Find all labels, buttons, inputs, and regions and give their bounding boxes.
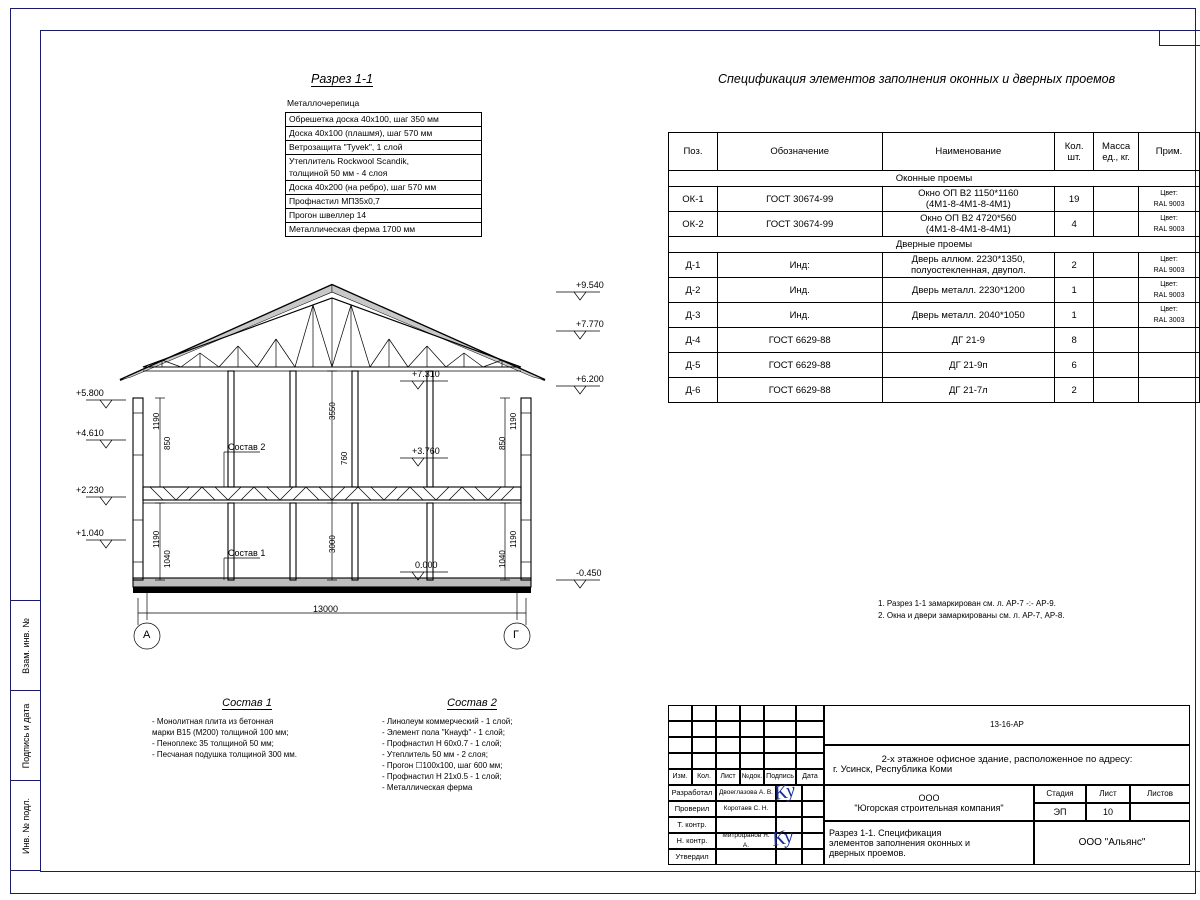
rev-grid-cell [740,705,764,721]
foundation-base [133,587,531,593]
cell-note-line2: RAL 9003 [1153,292,1185,299]
cell-qty: 1 [1055,303,1094,328]
cell-qty: 1 [1055,278,1094,303]
roof-layer-row: Прогон швеллер 14 [285,208,482,222]
cell-designation: ГОСТ 6629-88 [717,378,882,403]
note-line: 2. Окна и двери замаркированы см. л. АР-7, АР-8. [878,611,1065,620]
sostav2-line: - Профнастил Н 60х0.7 - 1 слой; [382,739,502,748]
roof-layer-row: Доска 40х200 (на ребро), шаг 570 мм [285,180,482,194]
org-line-2: "Югорская строительная компания" [854,803,1004,813]
cell-pos: Д-4 [669,328,718,353]
partition-2-c [352,371,358,487]
dim-right-1190: 1190 [509,412,518,430]
rev-grid-cell [740,753,764,769]
object-line-2: г. Усинск, Республика Коми [833,764,953,775]
col-head-list: Лист [716,769,740,785]
cell-designation: ГОСТ 6629-88 [717,353,882,378]
roof-layers-caption: Металлочерепица [287,98,360,108]
object-description [824,745,1190,785]
partition-1-b [290,503,296,580]
cell-qty: 2 [1055,378,1094,403]
cell-qty: 2 [1055,253,1094,278]
cell-designation: Инд. [717,303,882,328]
th-qty-line2: шт. [1067,151,1081,163]
th-designation: Обозначение [717,133,882,171]
rev-grid-cell [716,705,740,721]
cell-pos: Д-2 [669,278,718,303]
left-cell-label: Взам. инв. № [20,617,31,674]
th-mass-line1: Масса [1102,140,1131,152]
col-head-kol: Кол. [692,769,716,785]
dim-left-1190: 1190 [152,412,161,430]
object-line-1: 2-х этажное офисное здание, расположенное по адресу: [881,754,1133,765]
lists-label: Листов [1130,785,1190,803]
role-date-5 [802,849,824,865]
leader-label-sostav2: Состав 2 [228,442,266,452]
partition-1-c [352,503,358,580]
th-mass-line2: ед., кг. [1102,151,1130,163]
rev-grid-cell [668,753,692,769]
cell-pos: ОК-2 [669,212,718,237]
list-label: Лист [1086,785,1130,803]
dim-right-1190b: 1190 [509,530,518,548]
section-title-doors: Дверные проемы [669,237,1200,253]
cell-note-line2: RAL 9003 [1153,226,1185,233]
org-line-1: ООО [918,793,940,803]
rev-grid-cell [716,737,740,753]
sostav1-line: - Монолитная плита из бетонная [152,717,274,726]
th-qty-line1: Кол. [1064,140,1084,152]
cell-pos: Д-6 [669,378,718,403]
cell-designation: Инд. [717,278,882,303]
rev-grid-cell [668,705,692,721]
cell-note-line1: Цвет: [1160,215,1178,222]
roof-layer-row: Доска 40х100 (плашмя), шаг 570 мм [285,126,482,140]
roof-layer-row: Утеплитель Rockwool Scandik, [285,154,482,167]
cell-name-line1: Окно ОП В2 1150*1160 [918,188,1019,199]
cell-pos: Д-1 [669,253,718,278]
cell-pos: Д-3 [669,303,718,328]
rev-grid-cell [764,753,796,769]
rev-grid-cell [716,753,740,769]
rev-grid-cell [796,705,824,721]
cell-qty: 6 [1055,353,1094,378]
cell-note-line2: RAL 9003 [1153,201,1185,208]
dim-left-1190b: 1190 [152,530,161,548]
signature-2: Ку [769,825,796,851]
col-head-date: Дата [796,769,824,785]
col-head-izm: Изм. [668,769,692,785]
cell-note-line2: RAL 3003 [1153,317,1185,324]
rev-grid-cell [692,753,716,769]
roof-layer-row: толщиной 50 мм - 4 слоя [285,167,482,180]
role-proveril: Проверил [668,801,716,817]
rev-grid-cell [764,737,796,753]
sostav2-block [382,698,562,793]
level-left-3: +2.230 [76,485,104,495]
sostav2-line: - Элемент пола "Кнауф" - 1 слой; [382,728,505,737]
dim-center-760: 760 [340,451,349,465]
rev-grid-cell [764,721,796,737]
level-right-2: +7.770 [576,319,604,329]
cell-name: ДГ 21-9 [882,328,1055,353]
rev-grid-cell [668,721,692,737]
roof-layer-row: Металлическая ферма 1700 мм [285,222,482,237]
cell-note-line2: RAL 9003 [1153,267,1185,274]
cell-name: ДГ 21-9п [882,353,1055,378]
level-right-1: +9.540 [576,280,604,290]
sostav1-line: - Песчаная подушка толщиной 300 мм. [152,750,297,759]
cell-note-line1: Цвет: [1160,190,1178,197]
cell-note-line1: Цвет: [1160,256,1178,263]
axis-label-a: А [143,629,151,641]
cell-name: ДГ 21-7л [882,378,1055,403]
dim-right-850: 850 [498,436,507,450]
organization-block [824,785,1034,821]
rev-grid-cell [740,721,764,737]
level-right-4: -0.450 [576,568,602,578]
cell-name-line1: Дверь аллюм. 2230*1350, [911,254,1026,265]
stage-value: ЭП [1034,803,1086,821]
partition-1-a [228,503,234,580]
role-date-1 [802,785,824,801]
level-left-1: +5.800 [76,388,104,398]
cell-name: Дверь металл. 2040*1050 [882,303,1055,328]
left-cell-label: Инв. № подл. [20,797,31,854]
dim-left-850: 850 [163,436,172,450]
rev-grid-cell [692,705,716,721]
roof-band-right [332,285,545,380]
role-name-2: Коротаев С. Н. [716,801,776,817]
rev-grid-cell [764,705,796,721]
roof-layer-row: Профнастил МП35х0,7 [285,194,482,208]
dim-left-1040: 1040 [163,550,172,568]
sheet-name-line-3: дверных проемов. [829,848,906,858]
cell-name-line2: полуостекленная, двупол. [910,265,1026,276]
drawing-code: 13-16-АР [824,705,1190,745]
role-razrabotal: Разработал [668,785,716,801]
sheet-name-line-2: элементов заполнения оконных и [829,838,971,848]
title-block [668,705,1190,869]
leader-label-sostav1: Состав 1 [228,548,266,558]
cell-qty: 19 [1055,187,1094,212]
role-name-4: Митрофанов Я. А. [716,833,776,849]
dim-right-1040: 1040 [498,550,507,568]
roof-layer-row: Ветрозащита "Tyvek", 1 слой [285,140,482,154]
rev-grid-cell [740,737,764,753]
signature-1: Ку [771,779,798,805]
sostav2-line: - Утеплитель 50 мм - 2 слоя; [382,750,488,759]
sostav1-line: - Пеноплекс 35 толщиной 50 мм; [152,739,274,748]
cell-note-line1: Цвет: [1160,306,1178,313]
cell-name: Дверь металл. 2230*1200 [882,278,1055,303]
roof-band-left [120,285,332,380]
wall-right [521,398,531,580]
role-name-1: Двоеглазова А. В. [716,785,776,801]
stage-label: Стадия [1034,785,1086,803]
list-value: 10 [1086,803,1130,821]
cell-designation: Инд: [717,253,882,278]
level-right-3: +6.200 [576,374,604,384]
level-left-2: +4.610 [76,428,104,438]
rev-grid-cell [716,721,740,737]
th-note: Прим. [1139,133,1200,171]
role-date-3 [802,817,824,833]
dim-center-3550: 3550 [328,402,337,420]
section-title-windows: Оконные проемы [669,171,1200,187]
level-left-4: +1.040 [76,528,104,538]
rev-grid-cell [668,737,692,753]
cell-name-line2: (4М1-8-4М1-8-4М1) [925,199,1011,210]
sheet-name-block [824,821,1034,865]
partition-2-d [427,371,433,487]
level-inner-1: +7.310 [412,369,440,379]
rev-grid-cell [692,721,716,737]
cell-qty: 4 [1055,212,1094,237]
rev-grid-cell [796,721,824,737]
rev-grid-cell [796,737,824,753]
cell-name-line1: Окно ОП В2 4720*560 [920,213,1017,224]
sostav2-title: Состав 2 [447,697,497,709]
role-name-5 [716,849,776,865]
cell-note-line1: Цвет: [1160,281,1178,288]
col-head-sign: Подпись [764,769,796,785]
sostav2-line: - Линолеум коммерческий - 1 слой; [382,717,513,726]
spec-title: Спецификация элементов заполнения оконных и дверных проемов [718,72,1116,86]
th-pos: Поз. [669,133,718,171]
rev-grid-cell [692,737,716,753]
level-inner-3: 0.000 [415,560,438,570]
company-name: ООО "Альянс" [1034,821,1190,865]
axis-label-g: Г [513,629,519,641]
sostav2-line: - Профнастил Н 21х0.5 - 1 слой; [382,772,502,781]
cell-pos: Д-5 [669,353,718,378]
rev-grid-cell [796,753,824,769]
sostav1-block [152,698,342,760]
truss-webs [162,298,502,367]
note-line: 1. Разрез 1-1 замаркирован см. л. АР-7 -:- АР-9. [878,599,1056,608]
sostav1-title: Состав 1 [222,697,272,709]
role-tkontr: Т. контр. [668,817,716,833]
col-head-ndok: №док. [740,769,764,785]
cell-designation: ГОСТ 6629-88 [717,328,882,353]
dim-center-3000: 3000 [328,535,337,553]
role-nkontr: Н. контр. [668,833,716,849]
role-date-2 [802,801,824,817]
role-date-4 [802,833,824,849]
partition-2-a [228,371,234,487]
dim-span-label: 13000 [313,604,339,614]
role-sign-5 [776,849,802,865]
cell-qty: 8 [1055,328,1094,353]
cell-name-line2: (4М1-8-4М1-8-4М1) [925,224,1011,235]
cell-designation: ГОСТ 30674-99 [717,212,882,237]
partition-2-b [290,371,296,487]
role-utverdil: Утвердил [668,849,716,865]
sostav2-line: - Металлическая ферма [382,783,473,792]
sheet-name-line-1: Разрез 1-1. Спецификация [829,828,942,838]
section-title: Разрез 1-1 [311,72,373,86]
level-inner-2: +3.760 [412,446,440,456]
cell-pos: ОК-1 [669,187,718,212]
lists-value [1130,803,1190,821]
roof-layer-row: Обрешетка доска 40х100, шаг 350 мм [285,112,482,126]
sostav1-line: марки В15 (М200) толщиной 100 мм; [152,728,289,737]
th-name: Наименование [882,133,1055,171]
sostav2-line: - Прогон ☐100х100, шаг 600 мм; [382,761,503,770]
cell-designation: ГОСТ 30674-99 [717,187,882,212]
left-cell-label: Подпись и дата [20,703,31,768]
wall-left [133,398,143,580]
